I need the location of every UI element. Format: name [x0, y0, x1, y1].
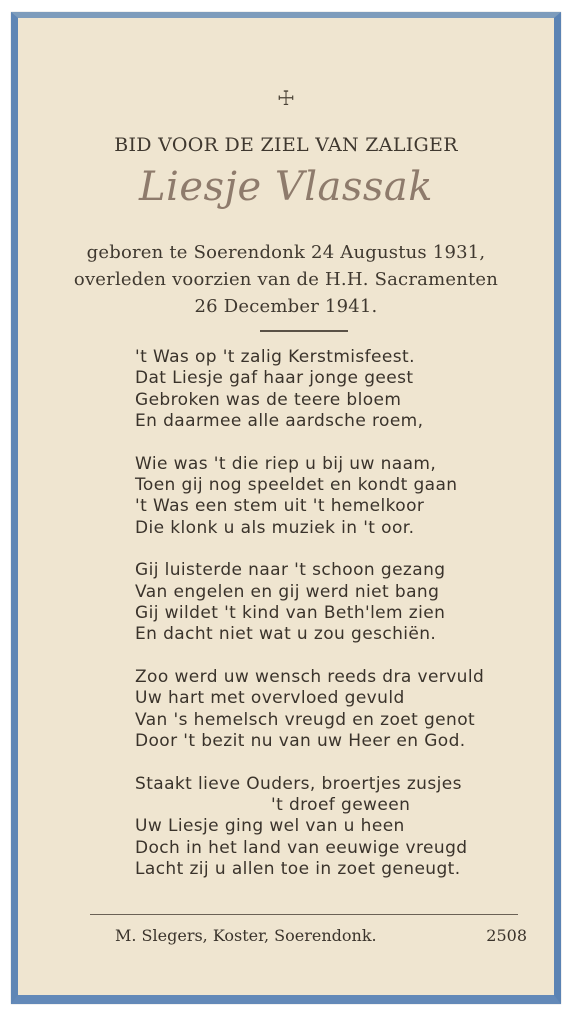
poem-line: En dacht niet wat u zou geschiën.	[135, 624, 437, 645]
stanza-1	[135, 347, 555, 433]
print-code: 2508	[486, 926, 527, 945]
poem-line: En daarmee alle aardsche roem,	[135, 411, 424, 432]
stanza-5	[135, 774, 555, 881]
poem-line: Uw Liesje ging wel van u heen	[135, 816, 405, 837]
poem-line: 't Was een stem uit 't hemelkoor	[135, 496, 425, 517]
stanza-4	[135, 667, 555, 753]
poem-line: Staakt lieve Ouders, broertjes zusjes	[135, 773, 462, 794]
death-line: overleden voorzien van de H.H. Sacramenten	[73, 269, 499, 290]
poem-line: 't Was op 't zalig Kerstmisfeest.	[135, 347, 415, 367]
poem-line: Toen gij nog speeldet en kondt gaan	[135, 475, 458, 496]
poem-line: Gij luisterde naar 't schoon gezang	[135, 560, 446, 581]
poem-line: Zoo werd uw wensch reeds dra vervuld	[135, 666, 485, 687]
poem-line: Doch in het land van eeuwige vreugd	[135, 837, 468, 858]
footer-divider	[90, 914, 518, 915]
poem	[135, 347, 555, 902]
poem-line: Gebroken was de teere bloem	[135, 389, 402, 410]
poem-line: Die klonk u als muziek in 't oor.	[135, 517, 415, 538]
poem-line: Door 't bezit nu van uw Heer en God.	[135, 731, 466, 752]
poem-line: Wie was 't die riep u bij uw naam,	[135, 453, 437, 474]
poem-line: Van engelen en gij werd niet bang	[135, 581, 440, 602]
death-date: 26 December 1941.	[194, 296, 378, 317]
poem-line: Uw hart met overvloed gevuld	[135, 688, 405, 709]
short-divider	[260, 330, 348, 332]
cross-icon: ☩	[277, 86, 295, 110]
poem-line: Lacht zij u allen toe in zoet geneugt.	[135, 859, 461, 880]
printer-credit: M. Slegers, Koster, Soerendonk.	[115, 926, 377, 945]
poem-line: 't droef geween	[271, 794, 411, 815]
card-intro: BID VOOR DE ZIEL VAN ZALIGER	[114, 134, 458, 156]
birth-line: geboren te Soerendonk 24 Augustus 1931,	[86, 242, 486, 263]
poem-line: Van 's hemelsch vreugd en zoet genot	[135, 709, 476, 730]
stanza-3	[135, 560, 555, 646]
poem-line: Gij wildet 't kind van Beth'lem zien	[135, 603, 446, 624]
poem-line: Dat Liesje gaf haar jonge geest	[135, 368, 414, 389]
deceased-name: Liesje Vlassak	[138, 164, 433, 210]
stanza-2	[135, 454, 555, 540]
memorial-card	[11, 12, 561, 1004]
